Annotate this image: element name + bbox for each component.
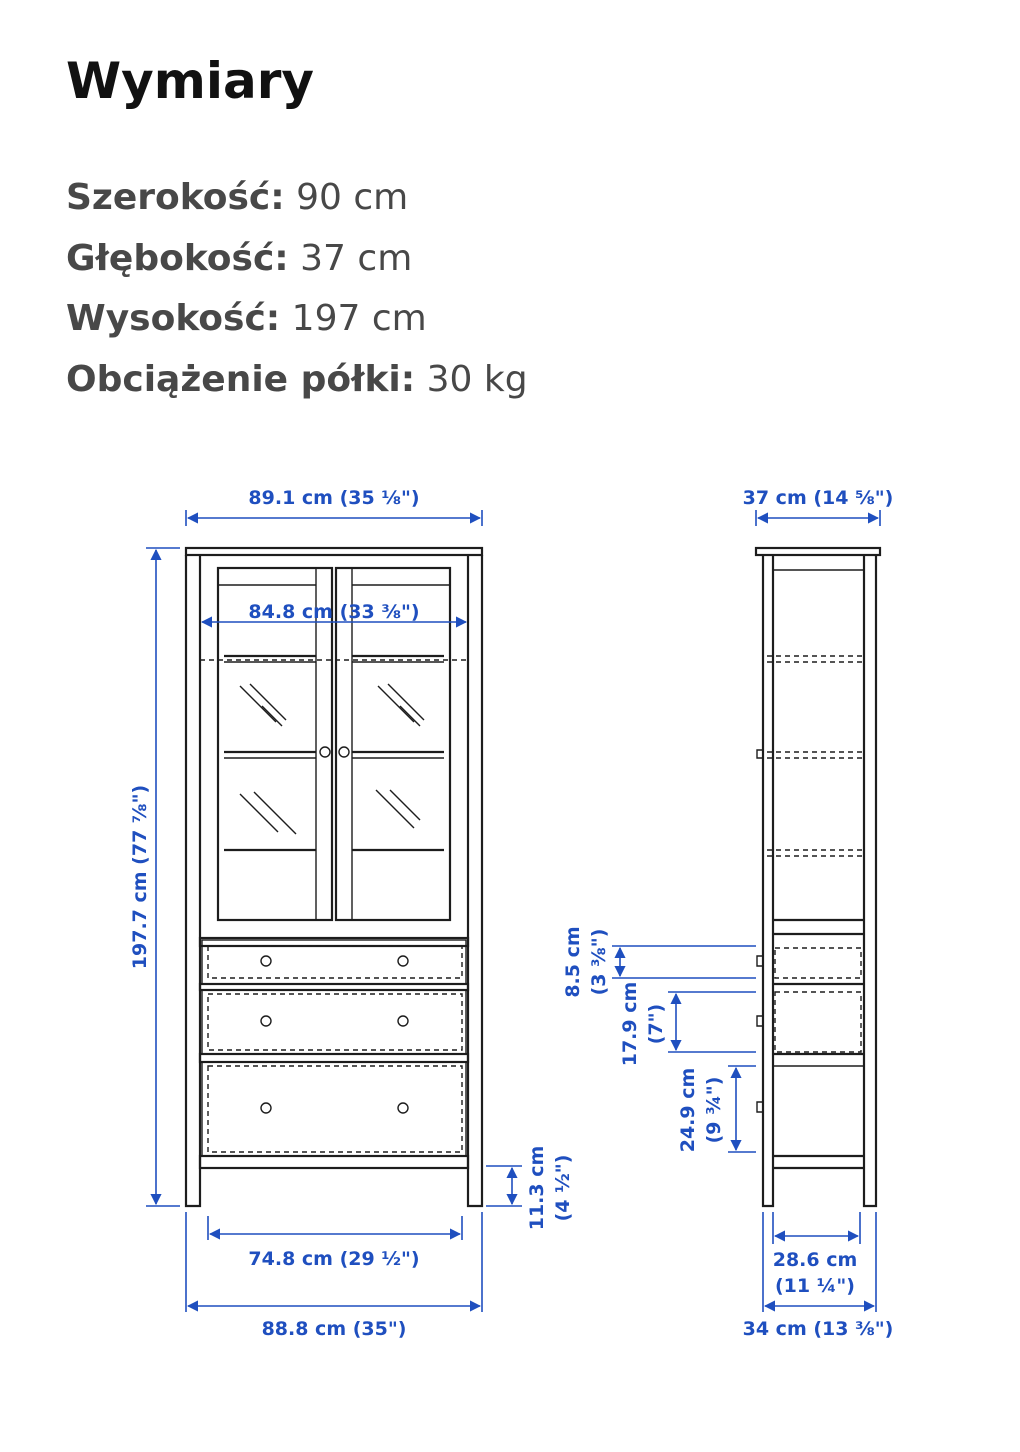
side-drawer-1 [775,948,861,978]
side-back-edge [864,555,876,1206]
spec-height-label: Wysokość: [66,298,281,339]
drawer-knob-icon [398,1103,408,1113]
door-knob-icon [339,747,349,757]
spec-shelf-load-value: 30 kg [426,358,528,400]
dim-drawer-depth-cm: 28.6 cm [772,1249,858,1271]
side-top-board [756,548,880,555]
drawer-3 [202,1062,466,1156]
glazing-bars [224,656,444,850]
front-right-side [468,555,482,1206]
plinth [200,1156,468,1168]
drawer-rail-top [200,938,468,946]
dim-depth-top: 37 cm (14 ⅝") [742,487,894,509]
side-drawer-2 [775,992,861,1052]
dimension-drawing [0,460,1020,1360]
drawer-knob-icon [398,1016,408,1026]
side-dimension-lines [612,510,880,1312]
front-view [186,548,482,1206]
dim-leg-height-in: (4 ½") [552,1154,574,1222]
side-front-edge [763,555,773,1206]
dim-height: 197.7 cm (77 ⅞") [129,784,151,970]
spec-shelf-load-label: Obciążenie półki: [66,358,416,400]
drawer-knob-icon [261,956,271,966]
front-top-board [186,548,482,555]
dim-base-width: 88.8 cm (35") [261,1318,407,1340]
spec-width-value: 90 cm [296,177,409,218]
spec-depth-label: Głębokość: [66,237,289,279]
spec-width-label: Szerokość: [66,177,285,218]
drawer-knob-icon [398,956,408,966]
dim-drawer2-in: (7") [645,1003,667,1045]
spec-shelf-load [66,350,528,411]
dim-drawer3-in: (9 ¾") [703,1076,725,1144]
dim-drawer1-in: (3 ⅜") [588,928,610,996]
spec-height-value: 197 cm [291,298,427,339]
dim-inner-width: 84.8 cm (33 ⅜") [248,601,420,623]
dim-drawer-depth-in: (11 ¼") [775,1275,855,1297]
dim-drawer-width: 74.8 cm (29 ½") [248,1248,420,1270]
spec-depth-value: 37 cm [300,237,413,279]
door-knob-icon [320,747,330,757]
front-left-side [186,555,200,1206]
dim-top-width: 89.1 cm (35 ⅛") [248,487,420,509]
spec-width [66,168,528,229]
page-title: Wymiary [66,52,314,110]
dim-drawer2-cm: 17.9 cm [619,981,641,1067]
dim-leg-height-cm: 11.3 cm [526,1145,548,1231]
side-view [756,548,880,1206]
spec-height [66,289,528,350]
front-dimension-lines [146,510,522,1312]
dim-depth-base: 34 cm (13 ⅜") [742,1318,894,1340]
drawer-knob-icon [261,1016,271,1026]
dim-drawer1-cm: 8.5 cm [562,926,584,998]
dim-drawer3-cm: 24.9 cm [677,1067,699,1153]
drawer-knob-icon [261,1103,271,1113]
spec-depth [66,229,528,290]
spec-list [66,168,528,410]
drawer-2 [202,990,466,1054]
